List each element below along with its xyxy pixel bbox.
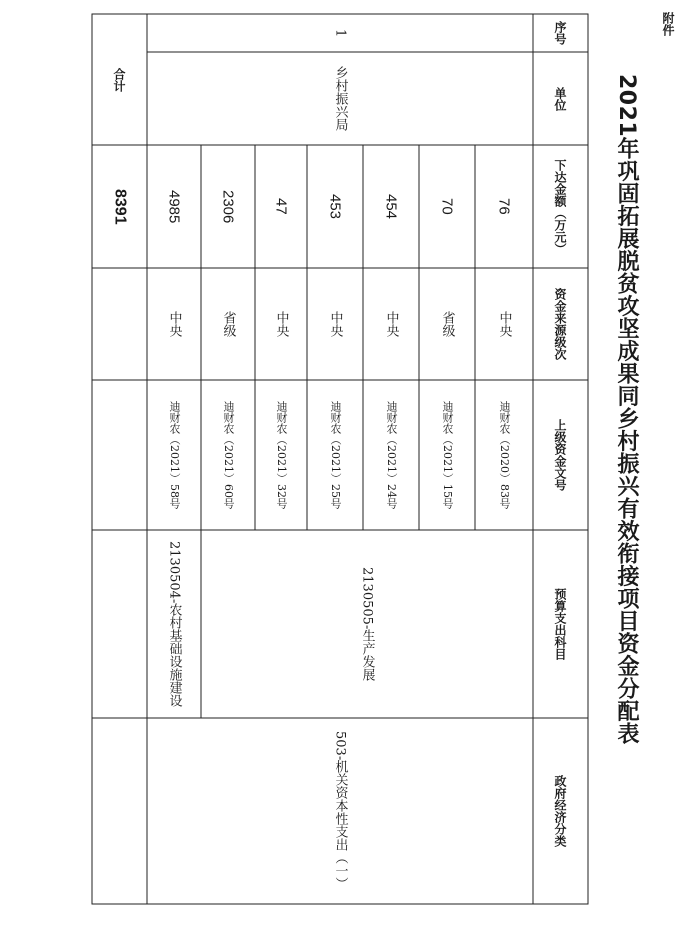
row-3-amount: 454 bbox=[382, 193, 400, 220]
row-2-doc: 迪财农（2021）15号 bbox=[441, 401, 454, 509]
total-amount: 8391 bbox=[111, 188, 129, 225]
row-6-level: 省级 bbox=[220, 311, 236, 337]
row-4-level: 中央 bbox=[327, 311, 343, 337]
budget-item-production: 2130505-生产发展 bbox=[359, 566, 375, 682]
econ-cell: 503-机关资本性支出（一） bbox=[332, 731, 348, 891]
seq-cell: 1 bbox=[332, 28, 348, 38]
row-7-doc: 迪财农（2021）58号 bbox=[168, 401, 181, 509]
row-4-doc: 迪财农（2021）25号 bbox=[329, 401, 342, 509]
row-6-doc: 迪财农（2021）60号 bbox=[222, 401, 235, 509]
document-title: 2021年巩固拓展脱贫攻坚成果同乡村振兴有效衔接项目资金分配表 bbox=[614, 74, 639, 745]
row-6-amount: 2306 bbox=[219, 189, 237, 224]
row-7-level: 中央 bbox=[166, 311, 182, 337]
header-budget: 预算支出科目 bbox=[553, 588, 567, 660]
row-1-level: 中央 bbox=[496, 311, 512, 337]
header-amount: 下达金额（万元） bbox=[553, 158, 567, 255]
budget-item-infrastructure: 2130504-农村基础设施建设 bbox=[166, 540, 182, 708]
total-label: 合计 bbox=[112, 67, 126, 92]
row-7-amount: 4985 bbox=[165, 189, 183, 224]
row-2-amount: 70 bbox=[438, 198, 456, 215]
header-unit: 单位 bbox=[553, 86, 567, 111]
row-2-level: 省级 bbox=[439, 311, 455, 337]
unit-cell: 乡村振兴局 bbox=[332, 66, 348, 131]
row-3-level: 中央 bbox=[383, 311, 399, 337]
attachment-label: 附件 bbox=[661, 12, 675, 36]
row-5-amount: 47 bbox=[272, 198, 290, 215]
row-1-doc: 迪财农（2020）83号 bbox=[498, 401, 511, 509]
header-seq: 序号 bbox=[553, 21, 567, 45]
row-4-amount: 453 bbox=[326, 193, 344, 220]
row-5-level: 中央 bbox=[273, 311, 289, 337]
header-econ: 政府经济分类 bbox=[553, 775, 567, 847]
row-1-amount: 76 bbox=[495, 198, 513, 215]
row-5-doc: 迪财农（2021）32号 bbox=[275, 401, 288, 509]
header-doc: 上级资金文号 bbox=[553, 419, 567, 491]
row-3-doc: 迪财农（2021）24号 bbox=[385, 401, 398, 509]
header-level: 资金来源级次 bbox=[553, 288, 567, 360]
